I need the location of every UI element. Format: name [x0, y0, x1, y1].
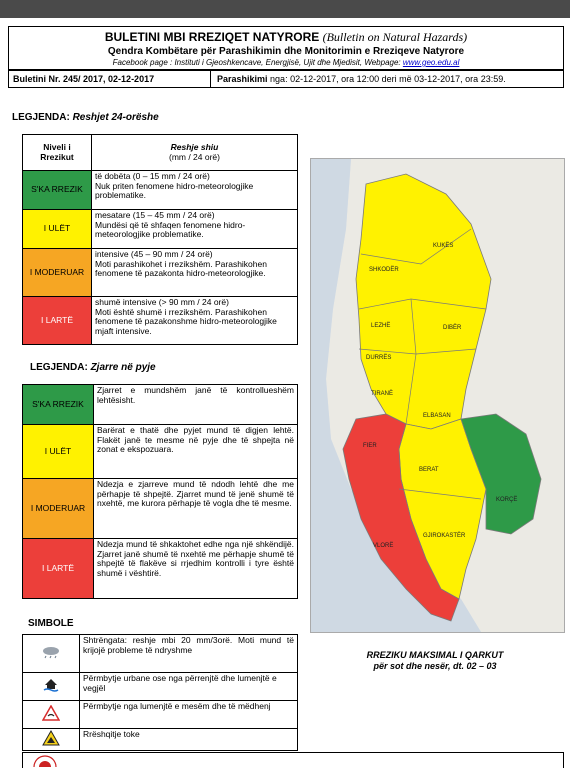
rain-legend-table: [22, 134, 298, 345]
label-gjirokaster: GJIROKASTËR: [423, 533, 466, 539]
symbols-table: [22, 634, 298, 751]
bulletin-info-row: [8, 70, 564, 88]
links-line: [9, 58, 563, 67]
rain-legend-subtitle: Reshjet 24-orëshe: [72, 112, 159, 123]
rain-text: Nuk priten fenomene hidro-meteorologjike problematike.: [95, 180, 254, 200]
institution-name: Qendra Kombëtare për Parashikimin dhe Monitorimin e Rreziqeve Natyrore: [107, 46, 465, 57]
label-berat: BERAT: [419, 467, 439, 473]
risk-map[interactable]: [310, 158, 565, 633]
symbol-row: [23, 673, 298, 701]
rain-range: të dobëta (0 – 15 mm / 24 orë): [95, 171, 210, 181]
label-tirane: TIRANË: [371, 391, 394, 397]
level-cell: I ULËT: [23, 425, 94, 479]
symbol-desc: Rrëshqitje toke: [80, 729, 298, 751]
fire-legend-title: [30, 362, 156, 373]
caption-line-2: për sot dhe nesër, dt. 02 – 03: [373, 661, 497, 671]
rain-row: [23, 297, 298, 345]
level-cell: S'KA RREZIK: [23, 385, 94, 425]
rain-desc: [92, 249, 298, 297]
rain-row: [23, 249, 298, 297]
fire-legend-table: [22, 384, 298, 599]
caption-line-1: RREZIKU MAKSIMAL I QARKUT: [366, 650, 504, 660]
col-rain-header: [92, 135, 298, 171]
label-diber: DIBËR: [443, 325, 462, 331]
landslide-icon: [42, 730, 60, 746]
symbols-title: SIMBOLE: [28, 618, 74, 629]
symbol-row: [23, 729, 298, 751]
label-vlore: VLORË: [373, 543, 394, 549]
fire-legend-subtitle: Zjarre në pyje: [90, 362, 156, 373]
title-text: BULETINI MBI RREZIQET NATYRORE: [104, 30, 320, 44]
bulletin-header: [8, 26, 564, 70]
symbol-icon-cell: [23, 701, 80, 729]
website-link[interactable]: www.geo.edu.al: [402, 58, 460, 67]
fire-desc: Barërat e thatë dhe pyjet mund të digjen lehtë. Flakët janë te mesme në pyje dhe të shpejta në zonat e ekspozuara.: [94, 425, 298, 479]
rain-desc: [92, 171, 298, 210]
river-flood-icon: [42, 705, 60, 721]
forecast-period: [211, 74, 506, 84]
rain-row: [23, 171, 298, 210]
label-fier: FIER: [363, 443, 377, 449]
urban-flood-icon: [43, 678, 59, 692]
links-prefix: Facebook page : Instituti i Gjeoshkencave, Energjisë, Ujit dhe Mjedisit, Webpage:: [112, 58, 403, 67]
level-cell: I MODERUAR: [23, 479, 94, 539]
symbol-icon-cell: [23, 635, 80, 673]
symbol-icon-cell: [23, 673, 80, 701]
label-kukes: KUKËS: [433, 243, 454, 249]
level-cell: I LARTË: [23, 539, 94, 599]
forecast-text: nga: 02-12-2017, ora 12:00 deri më 03-12-2017, ora 23:59.: [270, 74, 506, 84]
label-korce: KORÇË: [496, 497, 518, 503]
rain-header-unit: (mm / 24 orë): [168, 151, 220, 162]
fire-row: [23, 425, 298, 479]
rain-range: intensive (45 – 90 mm / 24 orë): [95, 249, 213, 259]
label-shkoder: SHKODËR: [369, 267, 399, 273]
storm-cloud-icon: [40, 645, 62, 659]
col-level-header: Niveli i Rrezikut: [23, 135, 92, 171]
bulletin-number: Buletini Nr. 245/ 2017, 02-12-2017: [9, 71, 211, 87]
fire-legend-label: LEGJENDA:: [30, 362, 88, 373]
label-durres: DURRËS: [366, 355, 392, 361]
rain-desc: [92, 210, 298, 249]
rain-text: Moti është shumë i rrezikshëm. Parashikohen fenomene të pazakonshme hidro-meteorologjike mjaft intensive.: [95, 306, 277, 336]
fire-row: [23, 479, 298, 539]
rain-legend-label: LEGJENDA:: [12, 112, 70, 123]
fire-row: [23, 539, 298, 599]
label-lezhe: LEZHË: [371, 323, 391, 329]
rain-desc: [92, 297, 298, 345]
rain-legend-title: [12, 112, 159, 123]
rain-text: Mundësi që të shfaqen fenomene hidro-meteorologjike problematike.: [95, 219, 246, 239]
albania-map-svg: [311, 159, 564, 632]
symbol-row: [23, 635, 298, 673]
level-cell: I MODERUAR: [23, 249, 92, 297]
fire-desc: Ndezja mund të shkaktohet edhe nga një shkëndijë. Zjarret janë shumë të nxehtë me përhapje shumë të shpejtë të flakëve si rrjedhim kontrolli i tyre është shumë i vështirë.: [94, 539, 298, 599]
level-cell: I ULËT: [23, 210, 92, 249]
symbol-row: [23, 701, 298, 729]
forecast-label: Parashikimi: [217, 74, 268, 84]
bulletin-title: [9, 30, 563, 45]
map-caption: [315, 650, 555, 672]
label-elbasan: ELBASAN: [423, 413, 451, 419]
fire-row: [23, 385, 298, 425]
rain-header-title: Reshje shiu: [170, 142, 219, 152]
rain-range: shumë intensive (> 90 mm / 24 orë): [95, 297, 229, 307]
symbol-desc: Përmbytje nga lumenjtë e mesëm dhe të mëdhenj: [80, 701, 298, 729]
footer-box: [22, 752, 564, 768]
institute-logo-icon: [30, 755, 60, 767]
symbol-icon-cell: [23, 729, 80, 751]
level-cell: S'KA RREZIK: [23, 171, 92, 210]
symbol-desc: Shtrëngata: reshje mbi 20 mm/3orë. Moti mund të krijojë probleme të ndryshme: [80, 635, 298, 673]
top-bar: [0, 0, 570, 18]
fire-desc: Zjarret e mundshëm janë të kontrollueshëm lehtësisht.: [94, 385, 298, 425]
rain-text: Moti parashikohet i rrezikshëm. Parashikohen fenomene të pazakonta hidro-meteorologjike.: [95, 258, 267, 278]
title-english: (Bulletin on Natural Hazards): [322, 30, 468, 44]
level-cell: I LARTË: [23, 297, 92, 345]
rain-range: mesatare (15 – 45 mm / 24 orë): [95, 210, 215, 220]
symbol-desc: Përmbytje urbane ose nga përrenjtë dhe lumenjtë e vegjël: [80, 673, 298, 701]
fire-desc: Ndezja e zjarreve mund të ndodh lehtë dhe me përhapje të shpejtë. Zjarret mund të jenë shumë të nxehtë, me kurora përhapje të vogla dhe të mesme.: [94, 479, 298, 539]
rain-row: [23, 210, 298, 249]
